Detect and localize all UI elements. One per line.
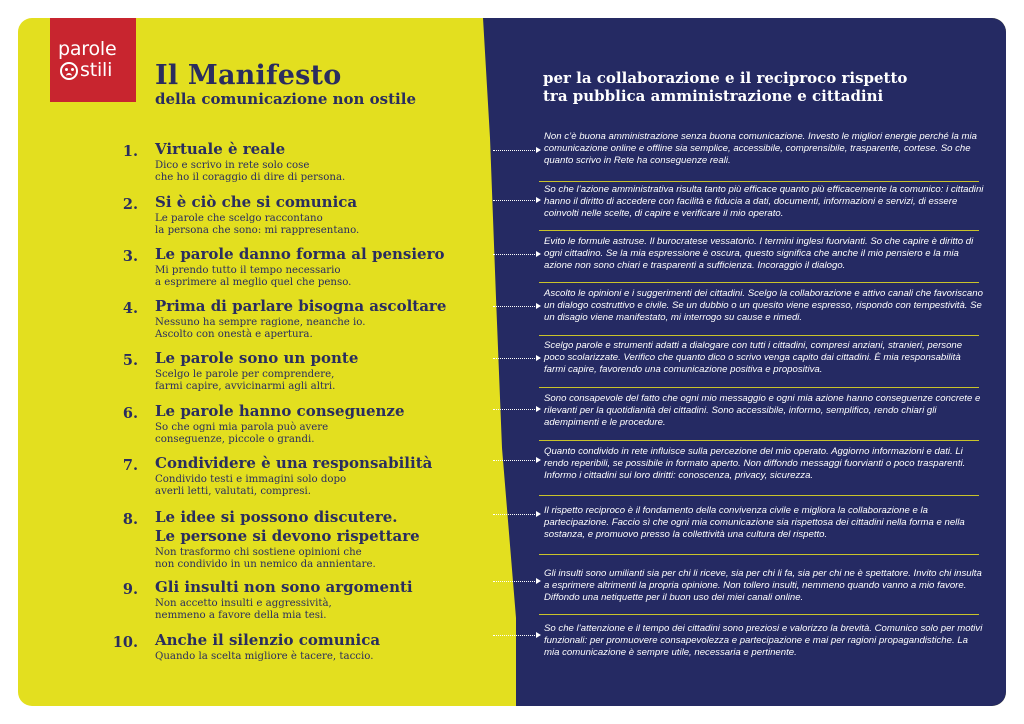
divider <box>539 181 979 182</box>
commitment-text: Scelgo parole e strumenti adatti a dialogare con tutti i cittadini, compresi anziani, stranieri, persone poco scolarizzate. Verifico che quanto dico o scrivo venga capito dai cittadini. È mia responsabilità farmi capire, favorendo una comunicazione positiva e propositiva. <box>544 340 963 375</box>
principle-text: So che ogni mia parola può avere conseguenze, piccole o grandi. <box>155 422 329 445</box>
commitment-1 <box>544 131 984 167</box>
principle-title: Gli insulti non sono argomenti <box>155 578 413 596</box>
commitment-6 <box>544 393 984 429</box>
principle-title: Condividere è una responsabilità <box>155 454 433 472</box>
arrow-connector <box>493 581 539 583</box>
commitment-text: Evito le formule astruse. Il burocratese vessatorio. I termini inglesi fuorvianti. So che capire è diritto di ogni cittadino. Se la mia espressione è oscura, questo significa che anche il mio pensiero e la mia azione non sono chiari e trasparenti a sufficienza. Incoraggio il dialogo. <box>544 236 974 271</box>
divider <box>539 440 979 441</box>
principle-title: Si è ciò che si comunica <box>155 193 358 211</box>
manifesto-poster <box>18 18 1006 706</box>
arrow-connector <box>493 358 539 360</box>
principle-text: Quando la scelta migliore è tacere, taccio. <box>155 651 374 662</box>
logo-line1: parole <box>58 38 117 60</box>
right-heading <box>543 69 983 105</box>
divider <box>539 282 979 283</box>
principle-text: Non trasformo chi sostiene opinioni che non condivido in un nemico da annientare. <box>155 547 376 570</box>
principle-title: Le idee si possono discutere. Le persone si devono rispettare <box>155 508 420 545</box>
principle-number: 7. <box>122 457 138 474</box>
principle-text: Le parole che scelgo raccontano la persona che sono: mi rappresentano. <box>155 213 360 236</box>
divider <box>539 554 979 555</box>
principle-title: Prima di parlare bisogna ascoltare <box>155 297 447 315</box>
principle-number: 2. <box>122 196 138 213</box>
commitment-4 <box>544 288 984 324</box>
page-title: Il Manifesto <box>155 60 342 91</box>
principle-text: Mi prendo tutto il tempo necessario a esprimere al meglio quel che penso. <box>155 265 352 288</box>
commitment-8 <box>544 505 984 541</box>
divider <box>539 614 979 615</box>
commitment-10 <box>544 623 984 659</box>
principle-number: 8. <box>122 511 138 528</box>
divider <box>539 495 979 496</box>
commitment-text: Non c’è buona amministrazione senza buona comunicazione. Investo le migliori energie perché la mia comunicazione online e offline sia semplice, accessibile, comprensibile, trasparente, cortese. So che quanto scrivo in Rete ha conseguenze reali. <box>544 131 978 166</box>
principle-number: 4. <box>122 300 138 317</box>
right-heading-line2: tra pubblica amministrazione e cittadini <box>543 87 884 105</box>
parole-ostili-logo <box>50 18 136 102</box>
page-subtitle: della comunicazione non ostile <box>155 90 416 108</box>
right-heading-line1: per la collaborazione e il reciproco rispetto <box>543 69 908 87</box>
principle-title: Virtuale è reale <box>155 140 286 158</box>
principle-title: Le parole danno forma al pensiero <box>155 245 445 263</box>
principle-title: Le parole sono un ponte <box>155 349 359 367</box>
commitment-text: Il rispetto reciproco è il fondamento della convivenza civile e migliora la collaborazione e la partecipazione. Faccio sì che ogni mia comunicazione sia rispettosa dei cittadini nella forma e nella sostanza, e promuovo presso la collettività una cultura del rispetto. <box>544 505 965 540</box>
arrow-connector <box>493 306 539 308</box>
commitment-5 <box>544 340 984 376</box>
arrow-connector <box>493 200 539 202</box>
commitment-2 <box>544 184 984 220</box>
divider <box>539 387 979 388</box>
commitment-text: So che l’azione amministrativa risulta tanto più efficace quanto più efficacemente la comunico: i cittadini hanno il diritto di accedere con facilità e fiducia a dati, documenti, informazioni e servizi, di essere coinvolti nelle scelte, di capire e verificare il mio operato. <box>544 184 984 219</box>
commitment-text: Sono consapevole del fatto che ogni mio messaggio e ogni mia azione hanno conseguenze concrete e rilevanti per la quotidianità dei cittadini. Sono accessibile, informo, semplifico, rendo chiari gli adempimenti e le procedure. <box>544 393 981 428</box>
commitment-text: So che l’attenzione e il tempo dei cittadini sono preziosi e valorizzo la brevità. Comunico solo per motivi funzionali: per promuovere consapevolezza e partecipazione e mai per ragioni propagandistiche. La mia comunicazione è sempre utile, necessaria e pertinente. <box>544 623 983 658</box>
commitment-3 <box>544 236 984 272</box>
principle-title: Le parole hanno conseguenze <box>155 402 405 420</box>
arrow-connector <box>493 150 539 152</box>
commitment-text: Ascolto le opinioni e i suggerimenti dei cittadini. Scelgo la collaborazione e attivo canali che favoriscano un dialogo costruttivo e civile. Se un dubbio o un quesito viene espresso, rispondo con tempestività. Se un disagio viene manifestato, mi interrogo su cause e rimedi. <box>544 288 983 323</box>
principle-number: 10. <box>112 634 138 651</box>
commitment-9 <box>544 568 984 604</box>
principle-number: 5. <box>122 352 138 369</box>
principle-text: Nessuno ha sempre ragione, neanche io. Ascolto con onestà e apertura. <box>155 317 366 340</box>
principle-text: Dico e scrivo in rete solo cose che ho il coraggio di dire di persona. <box>155 160 346 183</box>
principle-text: Scelgo le parole per comprendere, farmi capire, avvicinarmi agli altri. <box>155 369 336 392</box>
arrow-connector <box>493 514 539 516</box>
principle-number: 3. <box>122 248 138 265</box>
divider <box>539 335 979 336</box>
principle-text: Non accetto insulti e aggressività, nemmeno a favore della mia tesi. <box>155 598 332 621</box>
principle-text: Condivido testi e immagini solo dopo averli letti, valutati, compresi. <box>155 474 347 497</box>
principle-number: 1. <box>122 143 138 160</box>
logo-line2: stili <box>80 59 113 81</box>
commitment-7 <box>544 446 984 482</box>
divider <box>539 230 979 231</box>
arrow-connector <box>493 635 539 637</box>
arrow-connector <box>493 254 539 256</box>
arrow-connector <box>493 460 539 462</box>
principle-number: 6. <box>122 405 138 422</box>
arrow-connector <box>493 409 539 411</box>
commitment-text: Quanto condivido in rete influisce sulla percezione del mio operato. Aggiorno informazioni e dati. Li rendo reperibili, se possibile in formato aperto. Non diffondo messaggi fuorvianti o poco trasparenti. Informo i cittadini sui loro diritti: conoscenza, privacy, sicurezza. <box>544 446 966 481</box>
sad-face-icon <box>60 62 78 80</box>
principle-title: Anche il silenzio comunica <box>155 631 381 649</box>
commitment-text: Gli insulti sono umilianti sia per chi li riceve, sia per chi li fa, sia per chi ne è spettatore. Invito chi insulta a esprimere altrimenti la propria opinione. Non tollero insulti, nemmeno quando vanno a mio favore. Diffondo una netiquette per il buon uso dei miei canali online. <box>544 568 982 603</box>
principle-number: 9. <box>122 581 138 598</box>
